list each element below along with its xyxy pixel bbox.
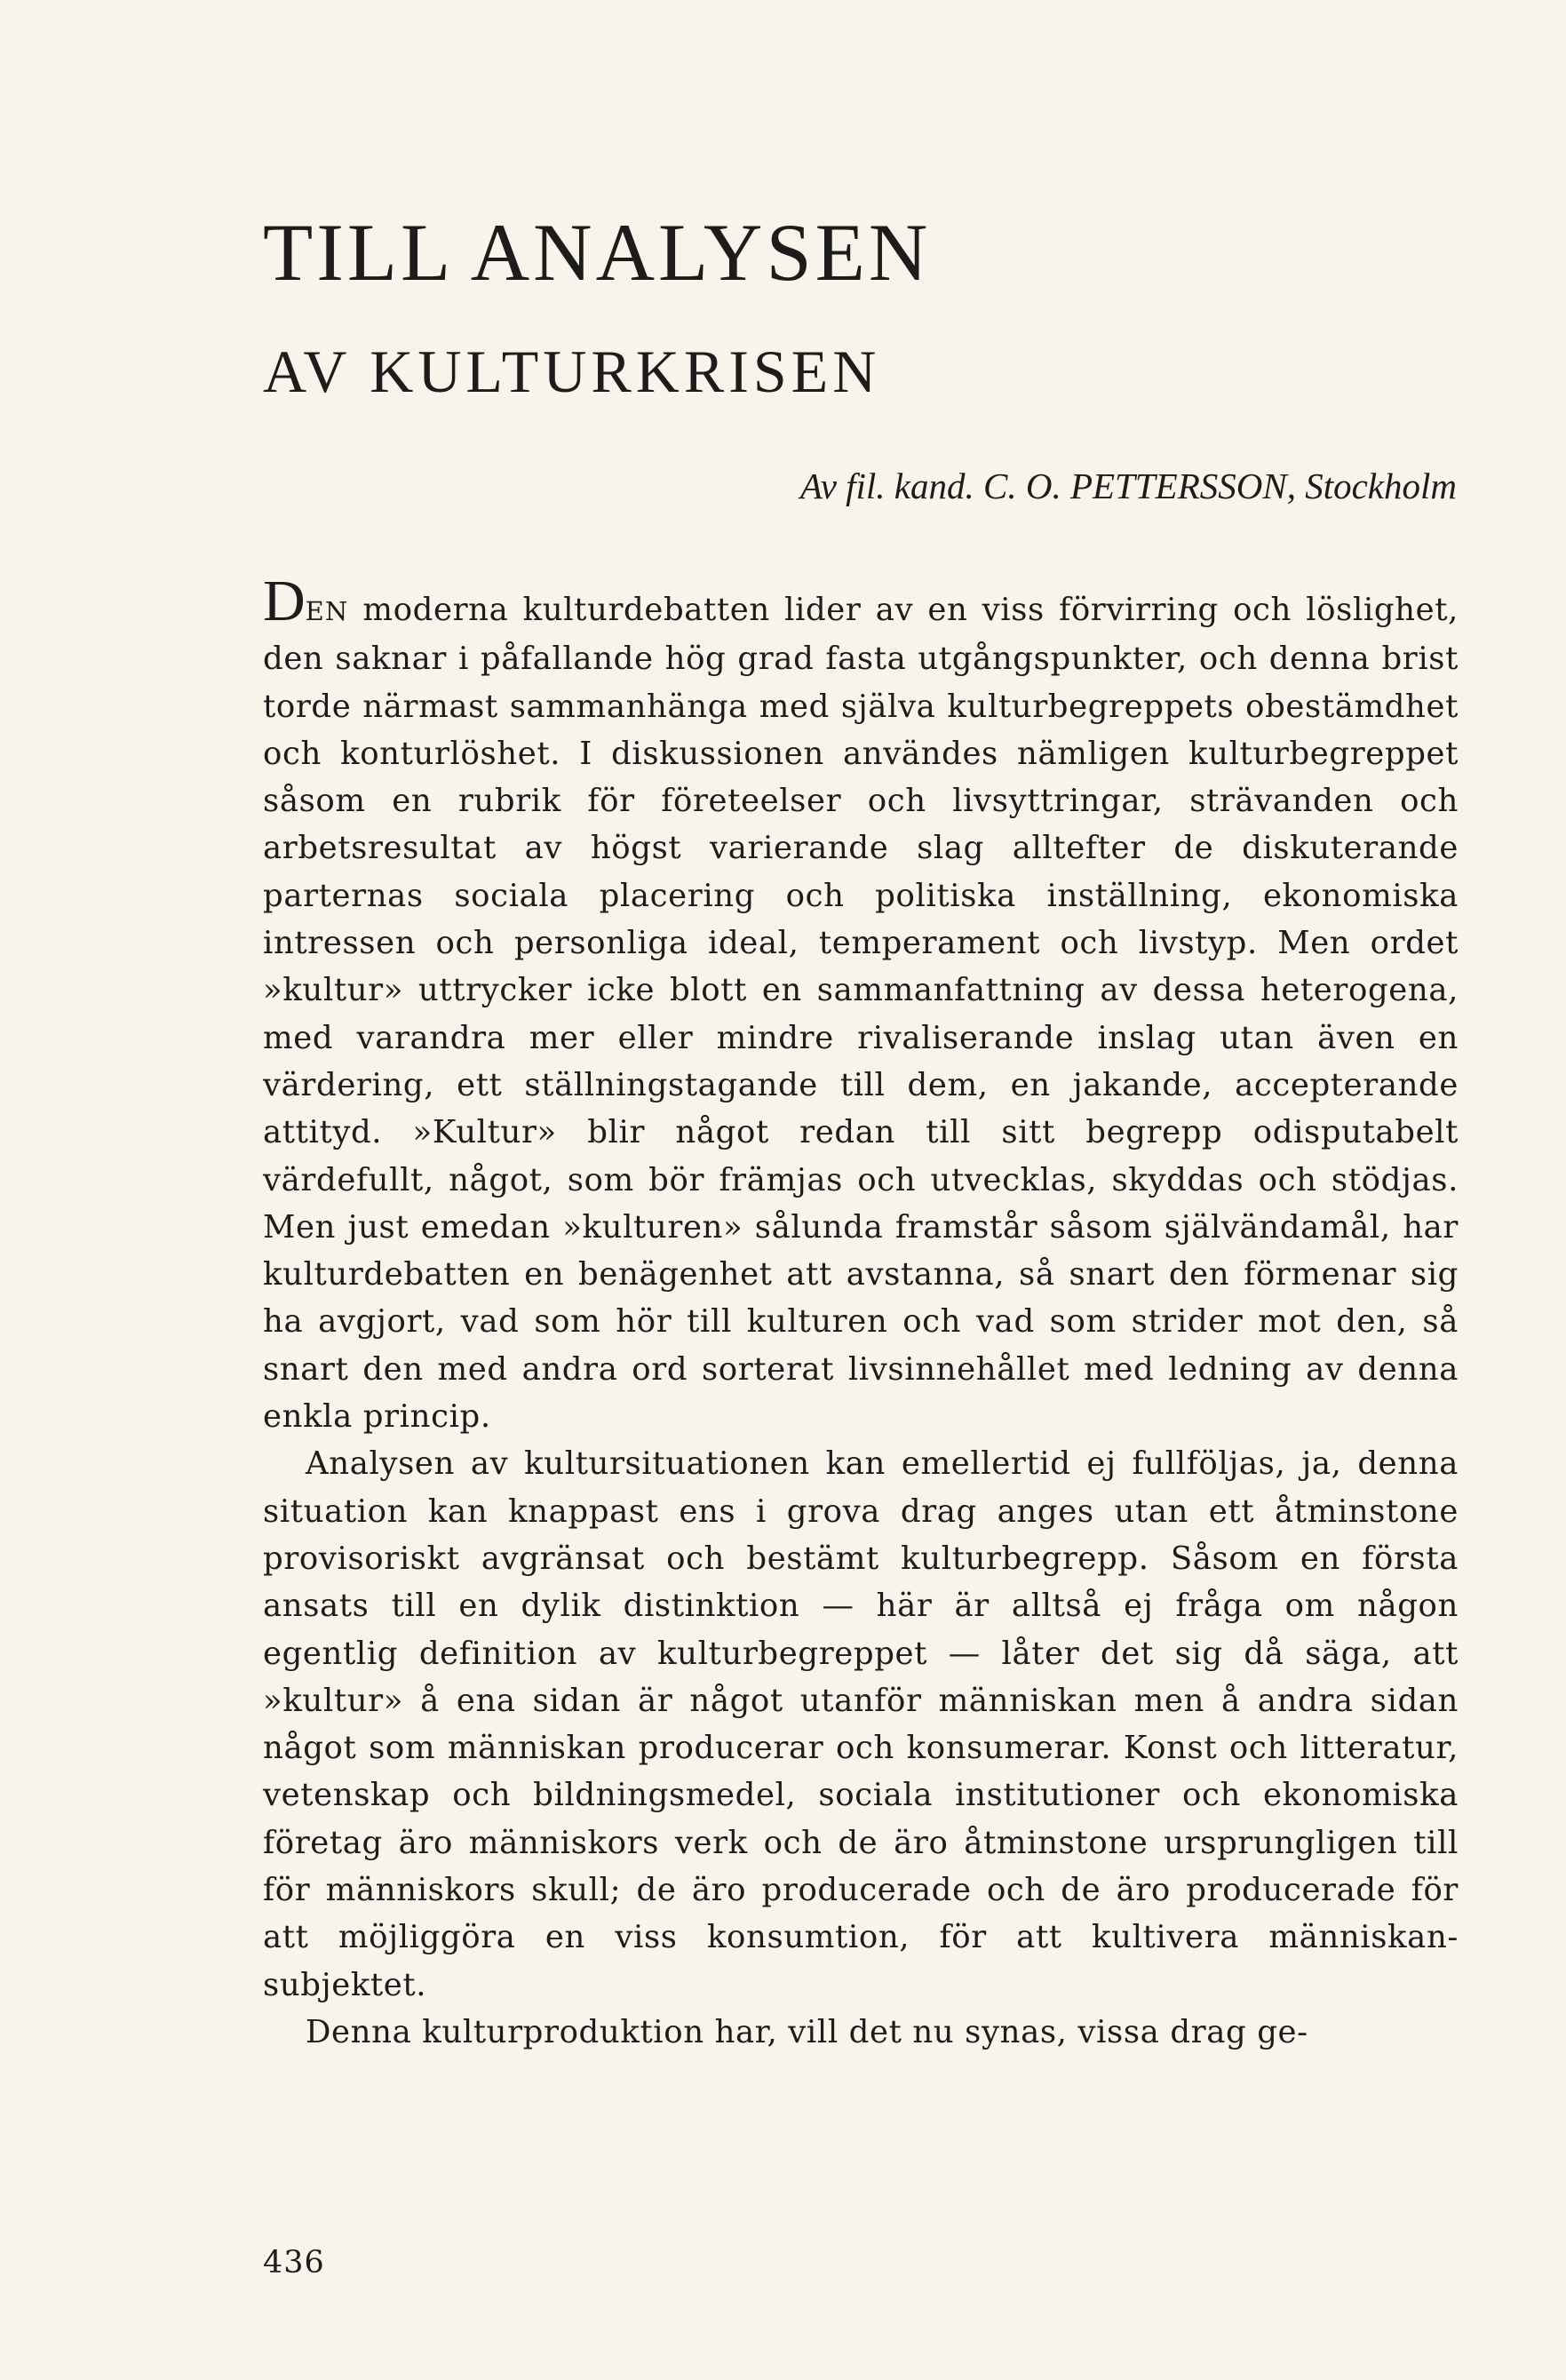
paragraph-2: Analysen av kultursituationen kan emellertid ej fullföljas, ja, denna situation kan knappast ens i grova drag anges utan ett åtminstone provisoriskt avgränsat och bestämt kulturbegrepp. Såsom en första ansats till en dylik distinktion — här är alltså ej fråga om någon egentlig definition av kulturbegreppet — låter det sig då säga, att »kultur» å ena sidan är något utanför människan men å andra sidan något som människan producerar och konsumerar. Konst och litteratur, vetenskap och bildningsmedel, sociala institutioner och ekonomiska företag äro människors verk och de äro åtminstone ursprungligen till för människors skull; de äro producerade och de äro producerade för att möjliggöra en viss konsumtion, för att kultivera människan-subjektet.: [263, 1445, 1459, 2003]
article-body: [263, 569, 1459, 2056]
paragraph-1: [263, 569, 1459, 1440]
article-title: TILL ANALYSEN: [263, 207, 932, 298]
opening-smallcaps: EN: [305, 596, 349, 626]
page-number: 436: [263, 2245, 325, 2281]
author-byline: Av fil. kand. C. O. PETTERSSON, Stockholm: [799, 466, 1457, 506]
paragraph-1-text: moderna kulturdebatten lider av en viss förvirring och löslighet, den saknar i påfallande hög grad fasta utgångspunkter, och denna brist torde närmast sammanhänga med själva kulturbegreppets obestämdhet och konturlöshet. I diskussionen användes nämligen kulturbegreppet såsom en rubrik för företeelser och livsyttringar, strävanden och arbetsresultat av högst varierande slag alltefter de diskuterande parternas sociala placering och politiska inställning, ekonomiska intressen och personliga ideal, temperament och livstyp. Men ordet »kultur» uttrycker icke blott en sammanfattning av dessa heterogena, med varandra mer eller mindre rivaliserande inslag utan även en värdering, ett ställningstagande till dem, en jakande, accepterande attityd. »Kultur» blir något redan till sitt begrepp odisputabelt värdefullt, något, som bör främjas och utvecklas, skyddas och stödjas. Men just emedan »kulturen» sålunda framstår såsom självändamål, har kulturdebatten en benägenhet att avstanna, så snart den förmenar sig ha avgjort, vad som hör till kulturen och vad som strider mot den, så snart den med andra ord sorterat livsinnehållet med ledning av denna enkla princip.: [263, 592, 1459, 1436]
article-subtitle: AV KULTURKRISEN: [263, 338, 881, 405]
drop-cap: D: [263, 569, 306, 633]
paragraph-3: Denna kulturproduktion har, vill det nu synas, vissa drag ge-: [306, 2013, 1308, 2050]
